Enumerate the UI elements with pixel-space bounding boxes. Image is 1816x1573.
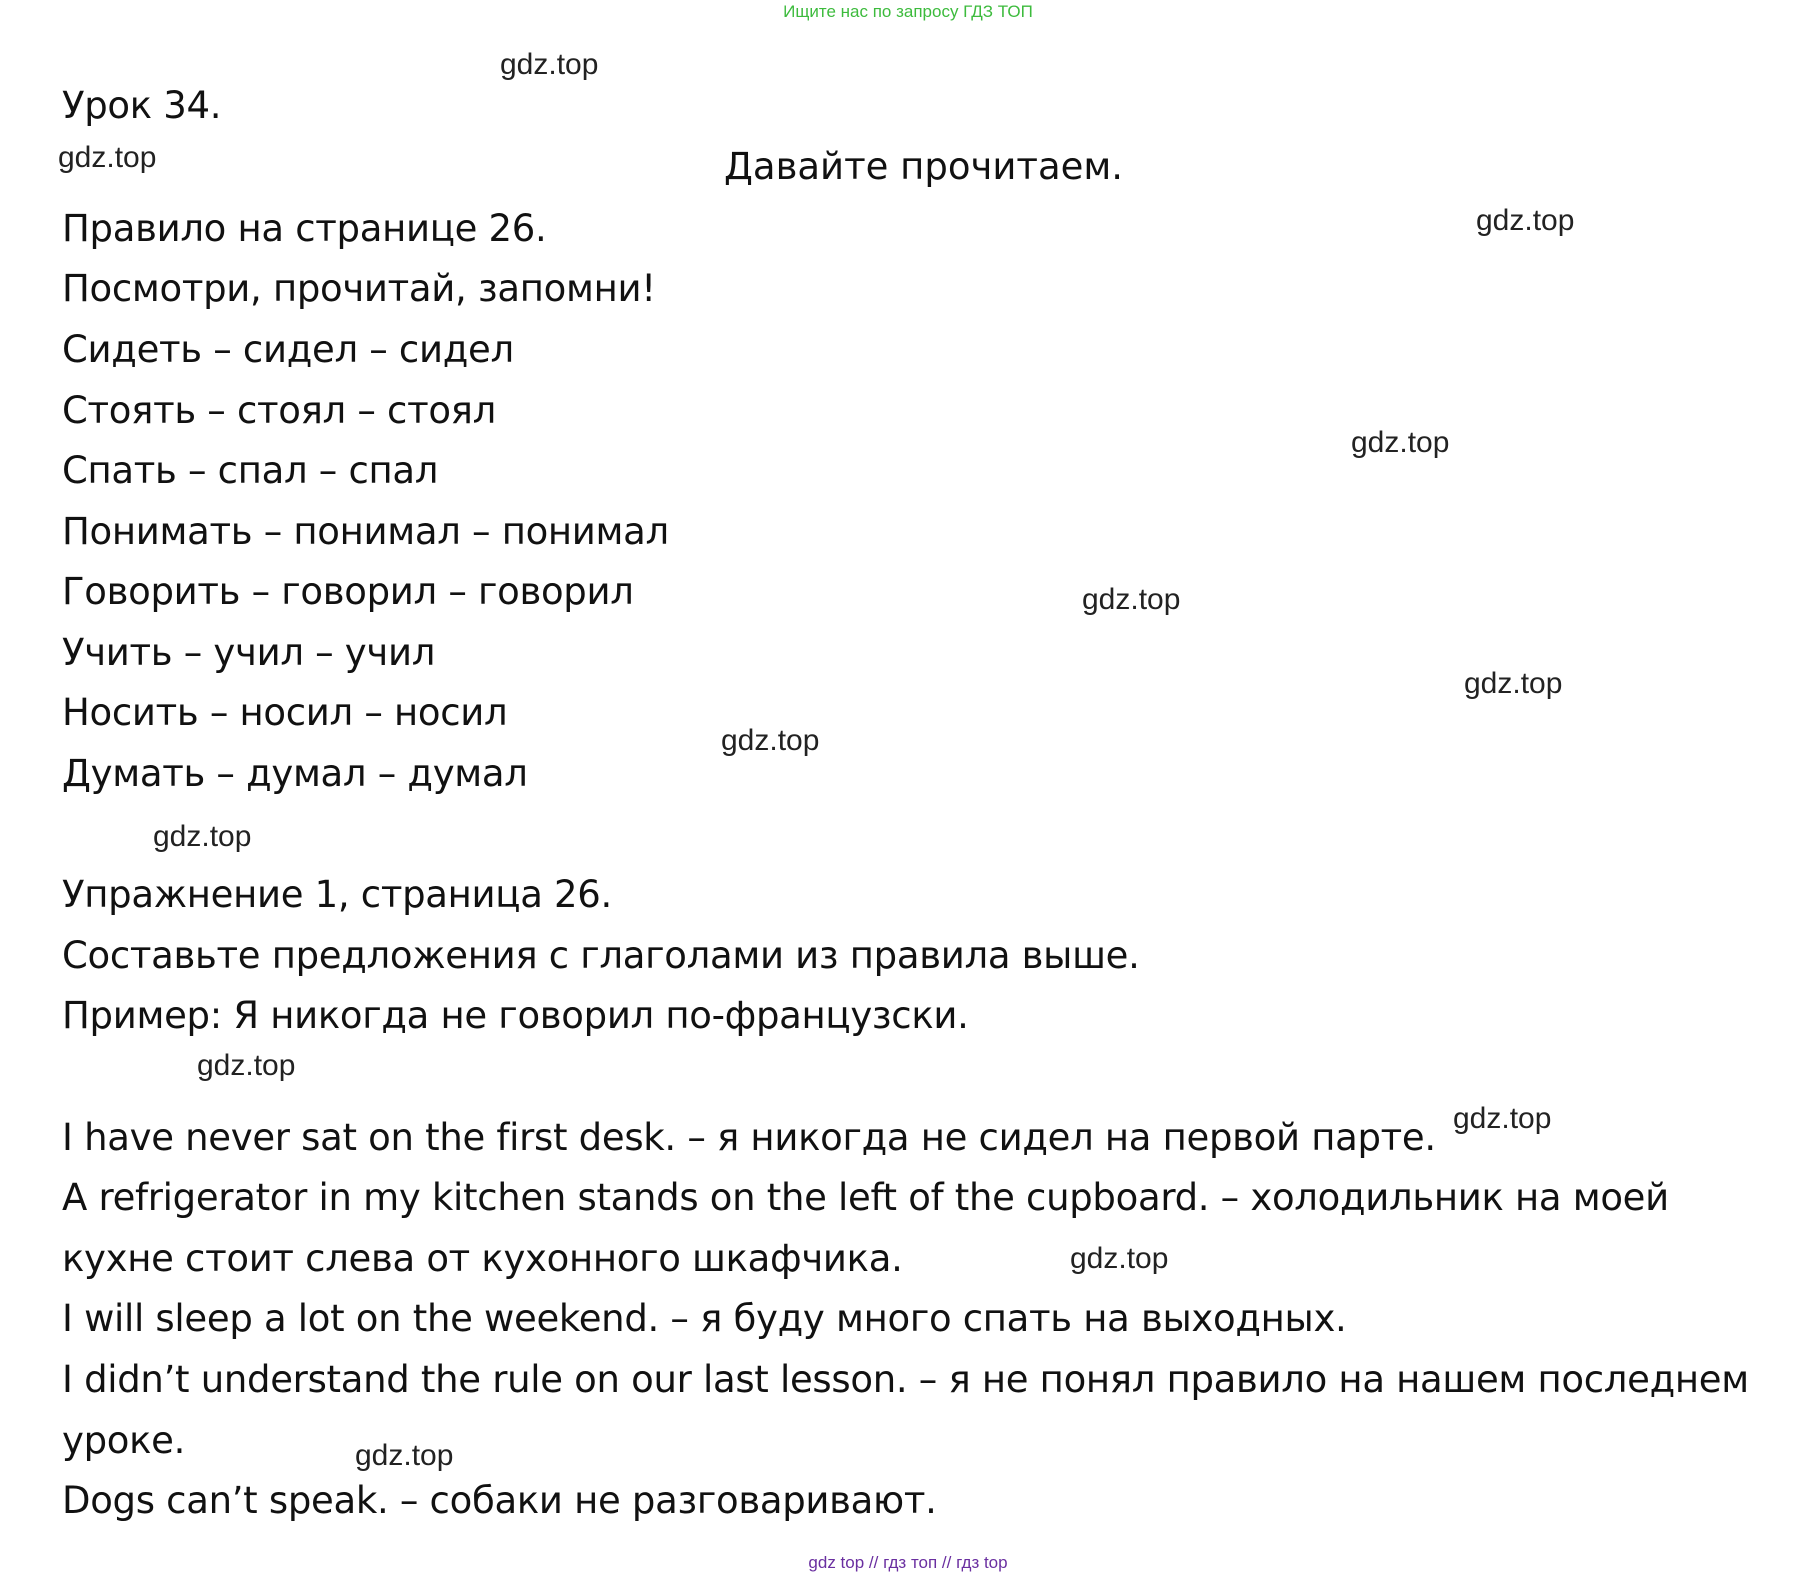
rule-line: Носить – носил – носил bbox=[62, 691, 508, 734]
answer-line: A refrigerator in my kitchen stands on the left of the cupboard. – холодильник на моей bbox=[62, 1176, 1669, 1219]
watermark: gdz.top bbox=[1476, 204, 1575, 237]
rule-line: Сидеть – сидел – сидел bbox=[62, 328, 514, 371]
answer-line: I have never sat on the first desk. – я никогда не сидел на первой парте. bbox=[62, 1116, 1436, 1159]
watermark: gdz.top bbox=[1351, 426, 1450, 459]
rule-line: Стоять – стоял – стоял bbox=[62, 389, 496, 432]
watermark: gdz.top bbox=[58, 141, 157, 174]
rule-line: Говорить – говорил – говорил bbox=[62, 570, 634, 613]
lesson-title: Урок 34. bbox=[62, 84, 222, 127]
answer-line: Dogs can’t speak. – собаки не разговаривают. bbox=[62, 1479, 937, 1522]
watermark: gdz.top bbox=[1082, 583, 1181, 616]
answer-line: I didn’t understand the rule on our last lesson. – я не понял правило на нашем последнем bbox=[62, 1358, 1749, 1401]
section-subtitle: Давайте прочитаем. bbox=[724, 145, 1124, 188]
rule-line: Спать – спал – спал bbox=[62, 449, 439, 492]
answer-line: уроке. bbox=[62, 1419, 186, 1462]
rule-line: Правило на странице 26. bbox=[62, 207, 547, 250]
rule-line: Учить – учил – учил bbox=[62, 631, 436, 674]
watermark: gdz.top bbox=[355, 1439, 454, 1472]
rule-line: Понимать – понимал – понимал bbox=[62, 510, 669, 553]
watermark: gdz.top bbox=[153, 820, 252, 853]
watermark: gdz.top bbox=[1453, 1102, 1552, 1135]
watermark: gdz.top bbox=[500, 48, 599, 81]
exercise-line: Пример: Я никогда не говорил по-французски. bbox=[62, 994, 969, 1037]
top-banner: Ищите нас по запросу ГДЗ ТОП bbox=[783, 2, 1033, 21]
rule-line: Думать – думал – думал bbox=[62, 752, 528, 795]
answer-line: кухне стоит слева от кухонного шкафчика. bbox=[62, 1237, 903, 1280]
exercise-line: Упражнение 1, страница 26. bbox=[62, 873, 612, 916]
watermark: gdz.top bbox=[1070, 1242, 1169, 1275]
watermark: gdz.top bbox=[1464, 667, 1563, 700]
rule-line: Посмотри, прочитай, запомни! bbox=[62, 267, 656, 310]
footer-links: gdz top // гдз топ // гдз top bbox=[808, 1553, 1008, 1572]
watermark: gdz.top bbox=[721, 724, 820, 757]
watermark: gdz.top bbox=[197, 1049, 296, 1082]
answer-line: I will sleep a lot on the weekend. – я буду много спать на выходных. bbox=[62, 1297, 1347, 1340]
exercise-line: Составьте предложения с глаголами из правила выше. bbox=[62, 934, 1140, 977]
